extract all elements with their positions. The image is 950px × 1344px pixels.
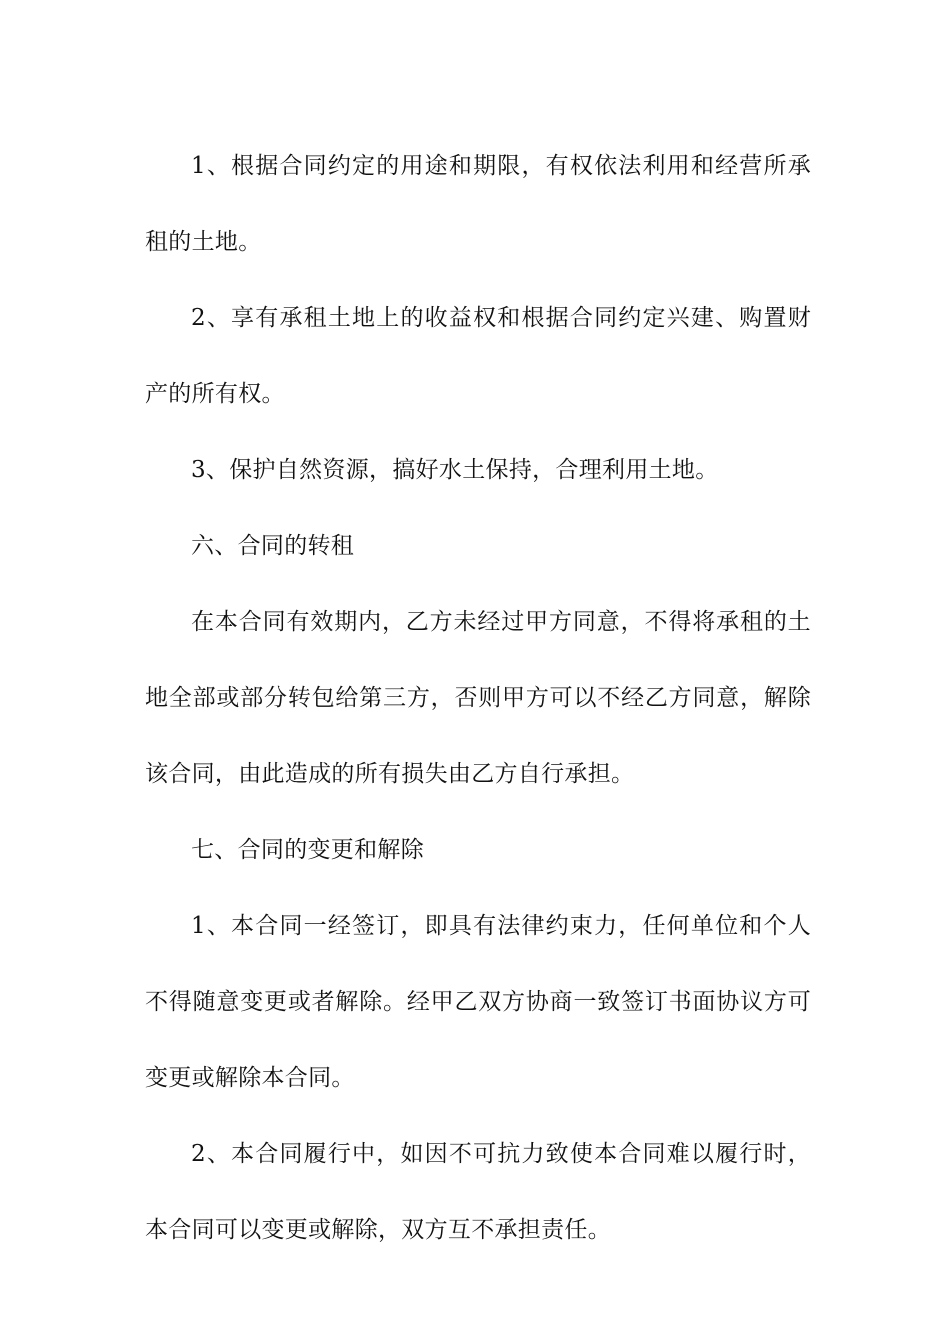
clause-paragraph-sublease: 在本合同有效期内，乙方未经过甲方同意，不得将承租的土地全部或部分转包给第三方，否则甲方可以不经乙方同意，解除该合同，由此造成的所有损失由乙方自行承担。 bbox=[145, 609, 811, 787]
section-heading-change-termination: 七、合同的变更和解除 bbox=[191, 837, 424, 863]
clause-paragraph-right-use: 1、根据合同约定的用途和期限，有权依法利用和经营所承租的土地。 bbox=[145, 153, 811, 255]
clause-paragraph-resource-protection: 3、保护自然资源，搞好水土保持，合理利用土地。 bbox=[191, 457, 719, 483]
clause-paragraph-income-right: 2、享有承租土地上的收益权和根据合同约定兴建、购置财产的所有权。 bbox=[145, 305, 811, 407]
clause-paragraph-binding: 1、本合同一经签订，即具有法律约束力，任何单位和个人不得随意变更或者解除。经甲乙双方协商一致签订书面协议方可变更或解除本合同。 bbox=[145, 913, 811, 1091]
document-body bbox=[145, 128, 811, 1268]
clause-paragraph-force-majeure: 2、本合同履行中，如因不可抗力致使本合同难以履行时，本合同可以变更或解除，双方互不承担责任。 bbox=[145, 1141, 811, 1243]
section-heading-sublease: 六、合同的转租 bbox=[191, 533, 355, 559]
